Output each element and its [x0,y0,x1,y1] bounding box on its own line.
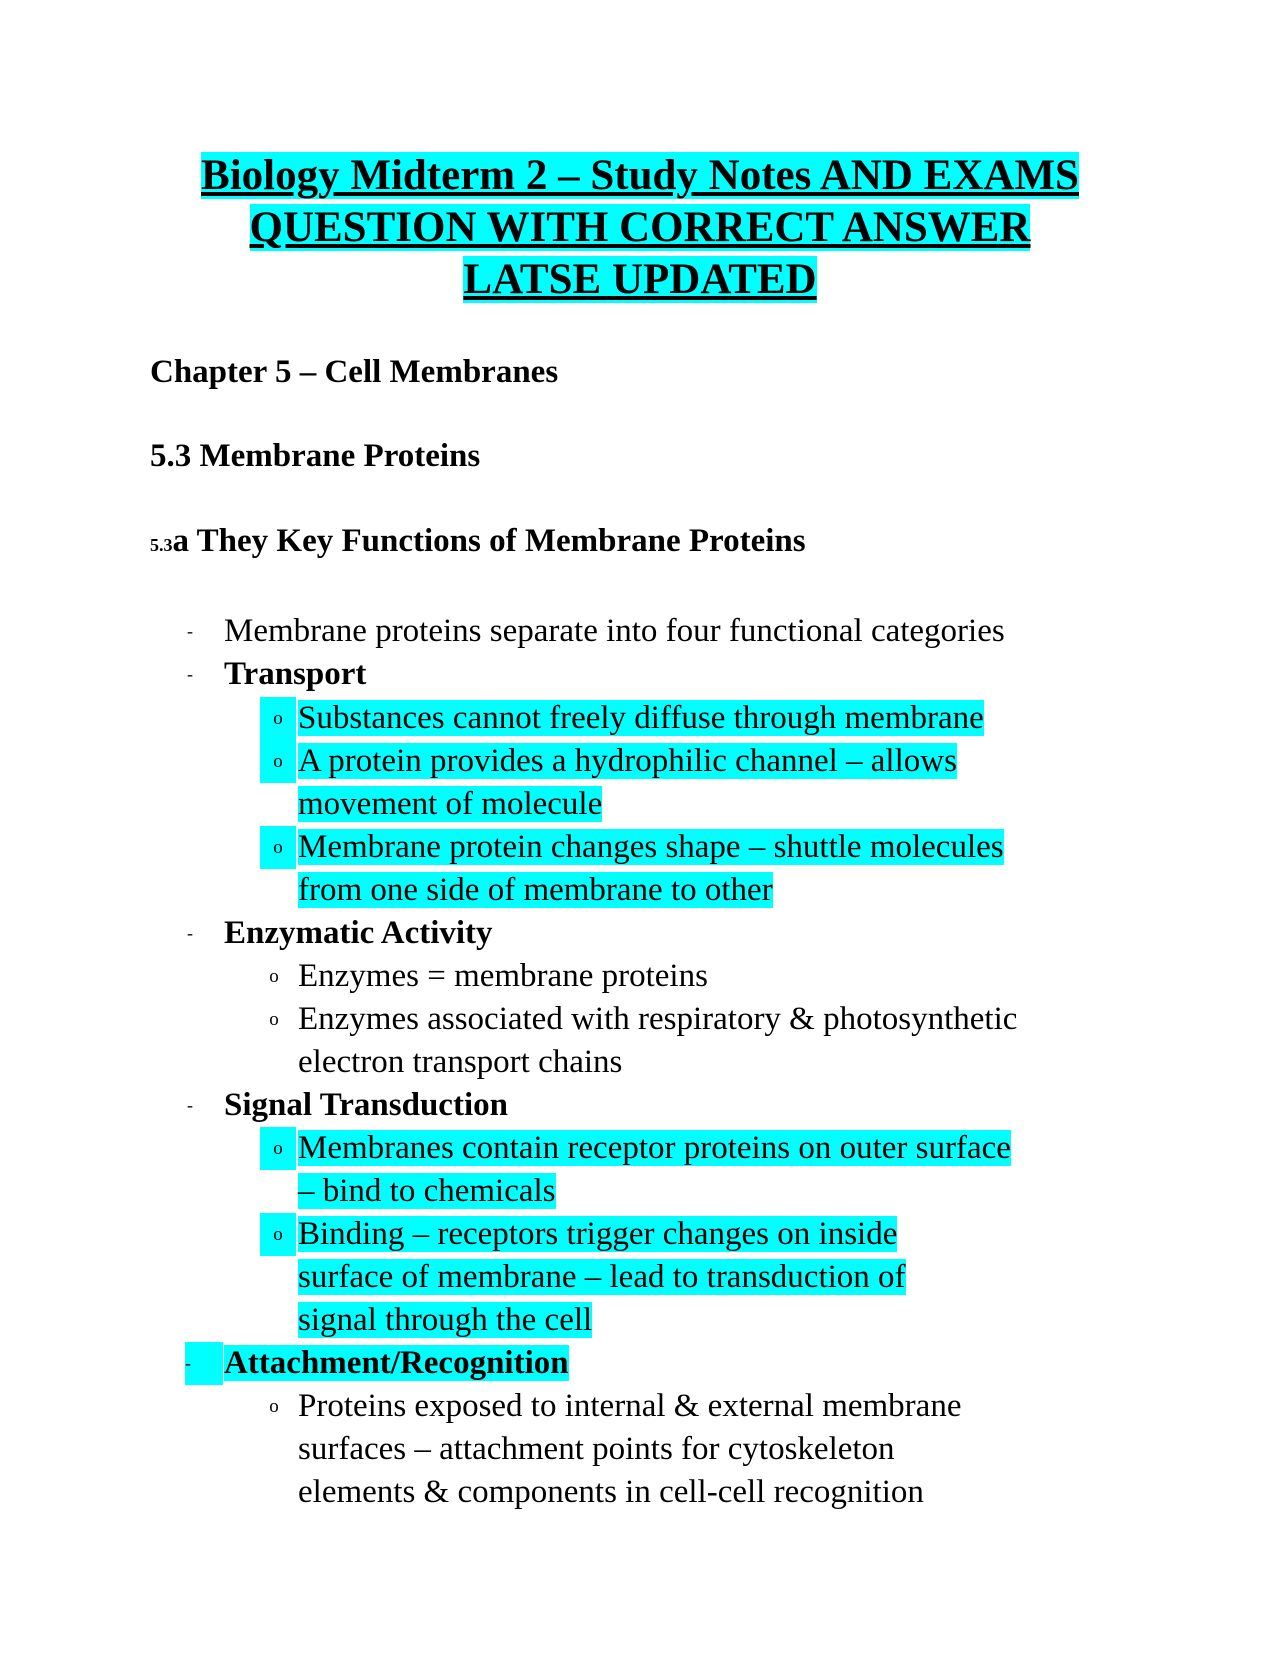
subsection-heading [150,521,806,565]
bullet-marker: o [260,826,296,869]
bullet-marker: o [269,1009,279,1030]
list-item: A protein provides a hydrophilic channel – allows [298,743,957,779]
category-signal-transduction: Signal Transduction [224,1087,508,1123]
bullet-marker: o [260,1127,296,1170]
category-transport: Transport [224,656,367,692]
list-item-continuation: electron transport chains [298,1044,623,1080]
list-item-continuation: from one side of membrane to other [298,872,773,908]
bullet-marker: o [269,966,279,987]
list-item-continuation: surfaces – attachment points for cytoskeleton [298,1431,895,1467]
title-line-3: LATSE UPDATED [463,256,817,303]
bullet-marker: o [260,740,296,783]
category-attachment-recognition: Attachment/Recognition [224,1345,569,1381]
subsection-number: 5.3 [150,535,173,555]
list-item-continuation: – bind to chemicals [298,1173,556,1209]
list-item-continuation: elements & components in cell-cell recognition [298,1474,924,1510]
dash-marker: - [187,1095,193,1115]
dash-marker: - [185,1342,223,1385]
dash-marker: - [187,621,193,641]
bullet-marker: o [269,1396,279,1417]
subsection-title: a They Key Functions of Membrane Proteins [172,523,806,559]
bullet-marker: o [260,697,296,740]
list-item: Enzymes = membrane proteins [298,958,708,994]
document-title [0,150,1280,306]
dash-marker: - [187,664,193,684]
list-item: Proteins exposed to internal & external membrane [298,1388,962,1424]
dash-marker: - [187,923,193,943]
category-enzymatic-activity: Enzymatic Activity [224,915,493,951]
list-item-continuation: movement of molecule [298,786,603,822]
list-item-continuation: surface of membrane – lead to transduction of [298,1259,906,1295]
title-line-1: Biology Midterm 2 – Study Notes AND EXAMS [201,152,1079,199]
section-heading: 5.3 Membrane Proteins [150,438,481,474]
bullet-marker: o [260,1213,296,1256]
list-item: Membrane protein changes shape – shuttle molecules [298,829,1004,865]
list-item: Enzymes associated with respiratory & photosynthetic [298,1001,1018,1037]
list-item-continuation: signal through the cell [298,1302,593,1338]
list-item: Membranes contain receptor proteins on outer surface [298,1130,1011,1166]
list-item: Substances cannot freely diffuse through membrane [298,700,984,736]
title-line-2: QUESTION WITH CORRECT ANSWER [249,204,1031,251]
intro-item: Membrane proteins separate into four functional categories [224,613,1005,649]
list-item: Binding – receptors trigger changes on inside [298,1216,898,1252]
chapter-heading: Chapter 5 – Cell Membranes [150,354,559,390]
